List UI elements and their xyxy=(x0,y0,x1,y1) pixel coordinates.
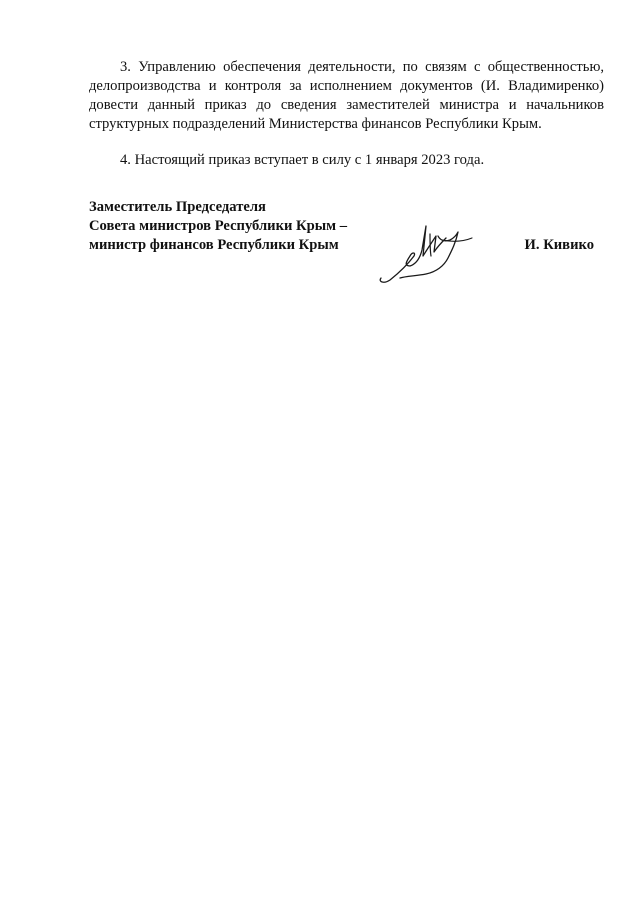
handwritten-signature-icon xyxy=(376,206,476,284)
paragraph-4: 4. Настоящий приказ вступает в силу с 1 января 2023 года. xyxy=(120,152,485,168)
signatory-title-line: Заместитель Председателя xyxy=(89,199,266,215)
signatory-title-line: Совета министров Республики Крым – xyxy=(89,218,348,234)
signature-block xyxy=(89,198,604,288)
signatory-title-line: министр финансов Республики Крым xyxy=(89,237,339,253)
document-body xyxy=(89,58,604,170)
paragraph-3: 3. Управлению обеспечения деятельности, по связям с общественностью, делопроизводства и контроля за исполнением документов (И. Владимиренко) довести данный приказ до сведения заместителей министра и начальников структурных подразделений Министерства финансов Республики Крым. xyxy=(89,59,604,132)
signatory-name: И. Кивико xyxy=(524,237,594,253)
